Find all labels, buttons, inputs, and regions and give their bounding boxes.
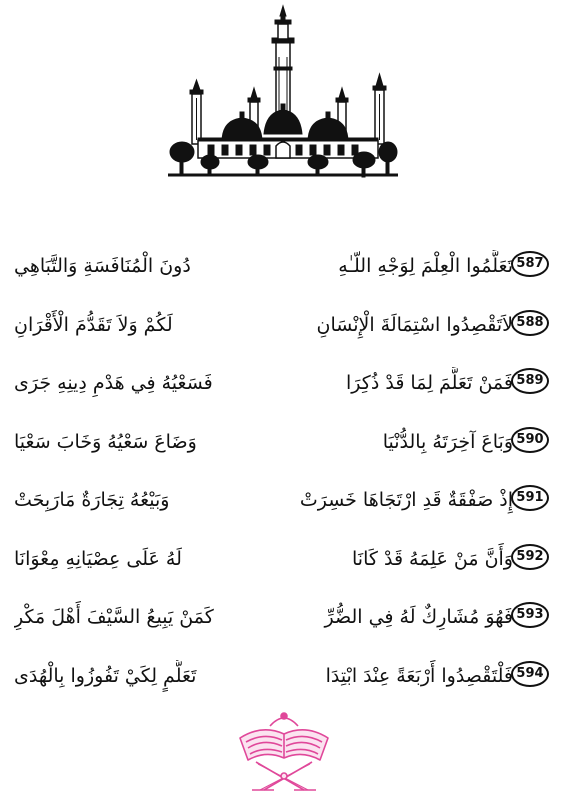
verse-row xyxy=(0,418,561,477)
verse-row xyxy=(0,535,561,594)
verse-list xyxy=(0,242,561,710)
first-hemistich: تَعَلَّمُوا الْعِلْمَ لِوَجْهِ اللّـٰهِ xyxy=(338,255,513,277)
verse-number-badge: 588 xyxy=(511,310,549,336)
first-hemistich: وَأَنَّ مَنْ عَلِمَهُ قَدْ كَانَا xyxy=(352,547,513,570)
first-hemistich: لاَتَقْصِدُوا اسْتِمَالَةَ الْإِنْسَانِ xyxy=(316,313,513,336)
open-quran-on-stand-icon xyxy=(234,704,334,794)
verse-number-badge: 592 xyxy=(511,544,549,570)
first-hemistich: فَمَنْ تَعَلَّمَ لِمَا قَدْ ذُكِرَا xyxy=(346,372,513,394)
verse-row xyxy=(0,359,561,418)
second-hemistich: وَضَاعَ سَعْيُهُ وَخَابَ سَعْيَا xyxy=(14,430,197,453)
second-hemistich: فَسَعْيُهُ فِي هَدْمِ دِينِهِ جَرَى xyxy=(14,372,213,394)
second-hemistich: لَهُ عَلَى عِصْيَانِهِ مِعْوَانَا xyxy=(14,547,182,570)
verse-number-badge: 593 xyxy=(511,602,549,628)
second-hemistich: كَمَنْ يَبِيعُ السَّيْفَ أَهْلَ مَكْرِ xyxy=(14,606,214,628)
verse-number-badge: 587 xyxy=(511,251,549,277)
verse-row xyxy=(0,476,561,535)
first-hemistich: إِذْ صَفْقَةٌ قَدِ ارْتَجَاهَا خَسِرَتْ xyxy=(299,489,513,511)
verse-number-badge: 590 xyxy=(511,427,549,453)
first-hemistich: وَبَاعَ آخِرَتَهُ بِالدُّنْيَا xyxy=(382,430,513,453)
second-hemistich: دُونَ الْمُنَافَسَةِ وَالتَّبَاهِي xyxy=(14,255,191,277)
first-hemistich: فَهُوَ مُشَارِكٌ لَهُ فِي الضُّرِّ xyxy=(324,606,513,628)
verse-number-badge: 594 xyxy=(511,661,549,687)
verse-row xyxy=(0,242,561,301)
mosque-illustration-icon xyxy=(168,2,398,182)
first-hemistich: فَلْتَقْصِدُوا أَرْبَعَةً عِنْدَ ابْتِدَا xyxy=(325,664,513,687)
verse-row xyxy=(0,301,561,360)
second-hemistich: تَعَلُّمٍ لِكَيْ تَفُوزُوا بِالْهُدَى xyxy=(14,664,197,687)
verse-number-badge: 591 xyxy=(511,485,549,511)
verse-row xyxy=(0,652,561,711)
verse-row xyxy=(0,593,561,652)
second-hemistich: وَبَيْعُهُ تِجَارَةٌ مَارَبِحَتْ xyxy=(14,489,170,511)
verse-number-badge: 589 xyxy=(511,368,549,394)
second-hemistich: لَكُمْ وَلاَ تَقَدُّمَ الْأَقْرَانِ xyxy=(14,313,173,336)
